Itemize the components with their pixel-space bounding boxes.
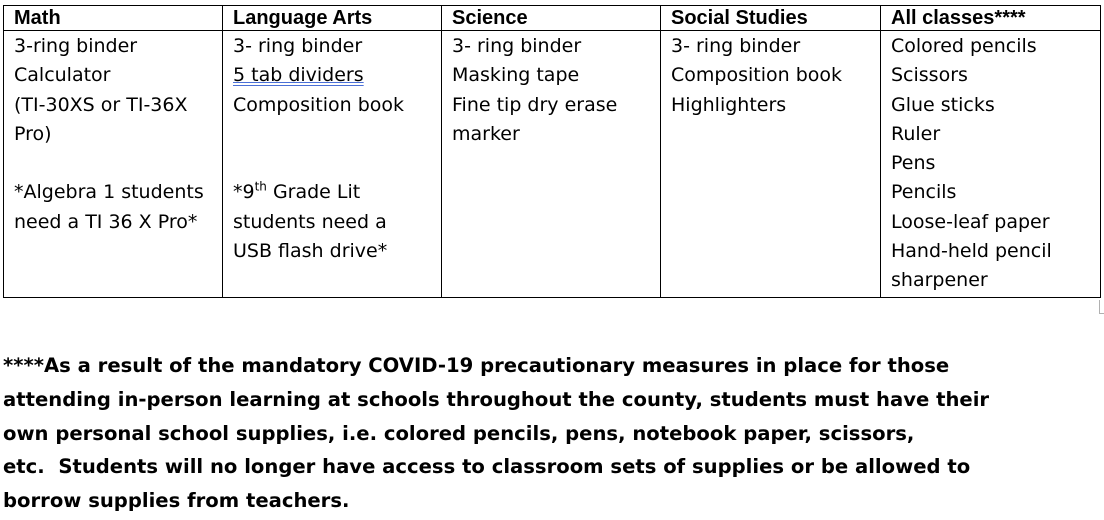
science-item: marker — [452, 122, 520, 145]
all-classes-item: Pencils — [891, 181, 957, 204]
header-social-studies: Social Studies — [661, 6, 881, 31]
spacer — [233, 120, 441, 179]
all-classes-item: sharpener — [891, 269, 988, 292]
language-arts-item: Composition book — [233, 93, 405, 116]
math-item: 3-ring binder — [14, 35, 138, 57]
all-classes-item: Scissors — [891, 64, 968, 87]
math-item: Calculator — [14, 64, 111, 87]
header-language-arts: Language Arts — [223, 6, 442, 31]
math-note: *Algebra 1 students — [14, 181, 204, 204]
notice-line: ****As a result of the mandatory COVID-19 precautionary measures in place for those — [3, 354, 950, 377]
covid-notice — [3, 349, 1098, 518]
math-item: (TI-30XS or TI-36X — [14, 93, 188, 116]
social-studies-item: 3- ring binder — [671, 35, 801, 57]
supplies-row — [4, 31, 1101, 298]
language-arts-item: 3- ring binder — [233, 35, 363, 57]
language-arts-cell — [223, 31, 442, 298]
social-studies-item: Highlighters — [671, 93, 787, 116]
language-arts-note: students need a — [233, 210, 387, 233]
all-classes-item: Glue sticks — [891, 93, 995, 116]
notice-line: own personal school supplies, i.e. colored pencils, pens, notebook paper, scissors, — [3, 421, 915, 445]
spacer — [14, 149, 222, 178]
notice-line: attending in-person learning at schools throughout the county, students must have their — [3, 387, 990, 411]
all-classes-item: Ruler — [891, 122, 941, 145]
science-item: Masking tape — [452, 64, 580, 87]
math-cell — [4, 31, 223, 298]
header-science: Science — [442, 6, 661, 31]
language-arts-note — [233, 178, 441, 207]
social-studies-item: Composition book — [671, 64, 843, 87]
note-superscript: th — [254, 180, 267, 195]
all-classes-item: Hand-held pencil — [891, 240, 1052, 263]
all-classes-item: Colored pencils — [891, 35, 1037, 57]
language-arts-note: USB flash drive* — [233, 240, 388, 263]
note-prefix: *9 — [233, 181, 255, 204]
science-item: 3- ring binder — [452, 35, 582, 57]
notice-line: etc. Students will no longer have access to classroom sets of supplies or be allowed to — [3, 455, 971, 479]
header-math: Math — [4, 6, 223, 31]
social-studies-cell — [661, 31, 881, 298]
all-classes-item: Loose-leaf paper — [891, 210, 1050, 233]
language-arts-item: 5 tab dividers — [233, 64, 364, 87]
header-row — [4, 6, 1101, 31]
note-suffix: Grade Lit — [266, 181, 361, 204]
header-all-classes: All classes**** — [881, 6, 1101, 31]
all-classes-item: Pens — [891, 152, 936, 175]
math-item: Pro) — [14, 122, 52, 145]
science-cell — [442, 31, 661, 298]
table-end-marker — [1099, 300, 1104, 314]
supplies-table — [3, 5, 1101, 298]
math-note: need a TI 36 X Pro* — [14, 210, 198, 233]
science-item: Fine tip dry erase — [452, 93, 618, 116]
all-classes-cell — [881, 31, 1101, 298]
notice-line: borrow supplies from teachers. — [3, 489, 350, 513]
